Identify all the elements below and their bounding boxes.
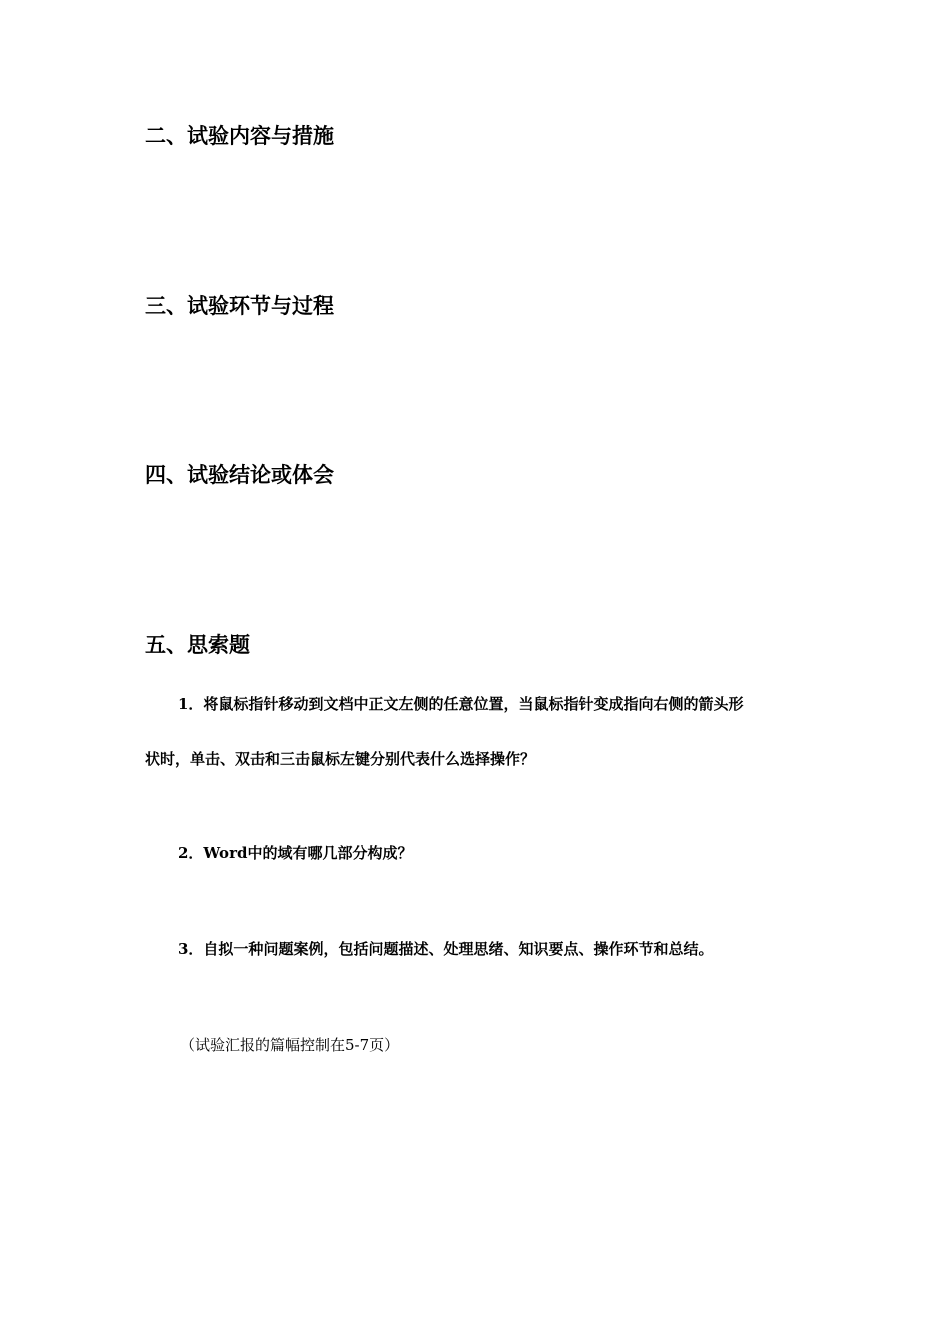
question-1-line-2: 状时，单击、双击和三击鼠标左键分别代表什么选择操作？ <box>145 750 536 768</box>
question-2: 2．Word中的域有哪几部分构成？ <box>178 844 413 862</box>
question-1-line-1: 1．将鼠标指针移动到文档中正文左侧的任意位置，当鼠标指针变成指向右侧的箭头形 <box>178 695 744 713</box>
question-3: 3．自拟一种问题案例，包括问题描述、处理思绪、知识要点、操作环节和总结。 <box>178 940 714 958</box>
page-length-note: （试验汇报的篇幅控制在5-7页） <box>180 1036 400 1054</box>
section-heading-conclusion: 四、试验结论或体会 <box>145 462 334 487</box>
section-heading-questions: 五、思索题 <box>145 632 250 657</box>
section-heading-experiment-content: 二、试验内容与措施 <box>145 123 334 148</box>
section-heading-experiment-process: 三、试验环节与过程 <box>145 293 334 318</box>
